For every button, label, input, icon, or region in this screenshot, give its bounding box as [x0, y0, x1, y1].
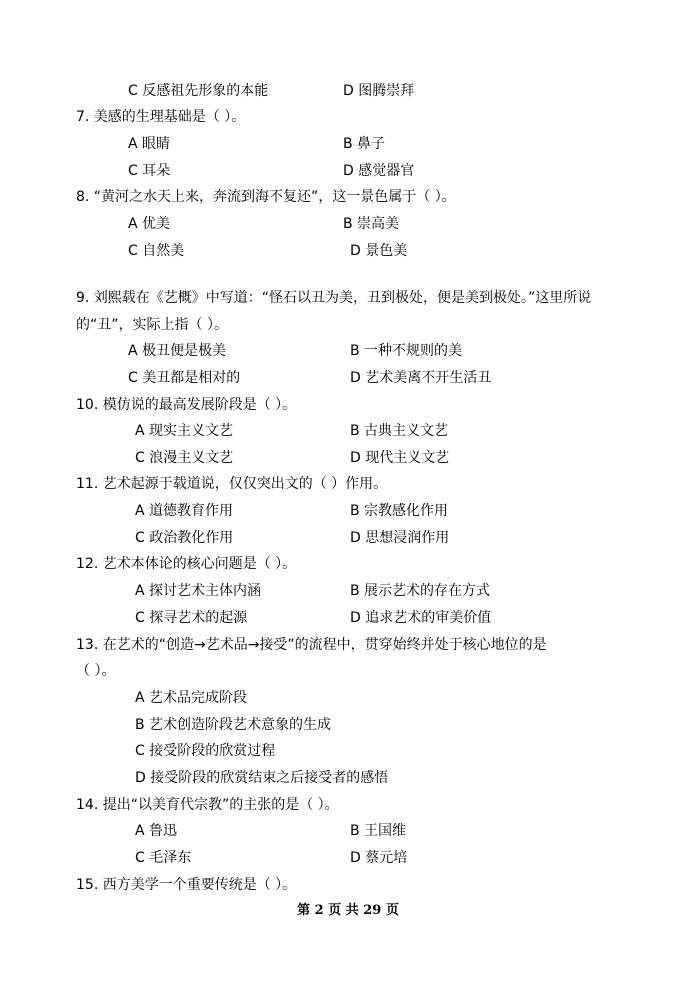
q12-option-a: A 探讨艺术主体内涵	[135, 583, 262, 599]
q12-stem: 12. 艺术本体论的核心问题是（ ）。	[76, 556, 297, 572]
q12-option-d: D 追求艺术的审美价值	[350, 610, 492, 626]
q13-stem-line2: （ ）。	[76, 663, 116, 679]
q8-option-a: A 优美	[128, 216, 171, 232]
q14-option-c: C 毛泽东	[135, 850, 192, 866]
q9-option-a: A 极丑便是极美	[128, 343, 227, 359]
q9-stem-line2: 的“丑”，实际上指（ ）。	[76, 317, 228, 333]
q14-option-a: A 鲁迅	[135, 823, 178, 839]
q14-stem: 14. 提出“以美育代宗教”的主张的是（ ）。	[76, 797, 339, 813]
q13-option-d: D 接受阶段的欣赏结束之后接受者的感悟	[135, 770, 389, 786]
page-footer: 第 2 页 共 29 页	[297, 903, 399, 918]
q7-option-d: D 感觉器官	[343, 163, 415, 179]
q7-option-b: B 鼻子	[343, 136, 386, 152]
q8-stem: 8. “黄河之水天上来，奔流到海不复还”，这一景色属于（ ）。	[76, 189, 456, 205]
q13-option-c: C 接受阶段的欣赏过程	[135, 743, 276, 759]
q13-option-a: A 艺术品完成阶段	[135, 690, 248, 706]
q8-option-c: C 自然美	[128, 243, 185, 259]
q6-option-d: D 图腾崇拜	[343, 83, 415, 99]
q15-stem: 15. 西方美学一个重要传统是（ ）。	[76, 877, 297, 893]
q11-stem: 11. 艺术起源于载道说，仅仅突出文的（ ）作用。	[76, 476, 388, 492]
q10-stem: 10. 模仿说的最高发展阶段是（ ）。	[76, 397, 297, 413]
q7-option-c: C 耳朵	[128, 163, 171, 179]
q8-option-d: D 景色美	[350, 243, 408, 259]
q7-stem: 7. 美感的生理基础是（ ）。	[76, 109, 246, 125]
q10-option-d: D 现代主义文艺	[350, 450, 450, 466]
q11-option-a: A 道德教育作用	[135, 503, 234, 519]
q12-option-b: B 展示艺术的存在方式	[350, 583, 491, 599]
q12-option-c: C 探寻艺术的起源	[135, 610, 248, 626]
q13-stem-line1: 13. 在艺术的“创造→艺术品→接受”的流程中，贯穿始终并处于核心地位的是	[76, 637, 547, 653]
q9-option-b: B 一种不规则的美	[350, 343, 463, 359]
q6-option-c: C 反感祖先形象的本能	[128, 83, 269, 99]
q7-option-a: A 眼睛	[128, 136, 171, 152]
q10-option-b: B 古典主义文艺	[350, 423, 449, 439]
q13-option-b: B 艺术创造阶段艺术意象的生成	[135, 717, 332, 733]
q14-option-d: D 蔡元培	[350, 850, 408, 866]
q9-option-c: C 美丑都是相对的	[128, 370, 241, 386]
q11-option-c: C 政治教化作用	[135, 530, 234, 546]
q14-option-b: B 王国维	[350, 823, 407, 839]
q10-option-c: C 浪漫主义文艺	[135, 450, 234, 466]
q8-option-b: B 崇高美	[343, 216, 400, 232]
q10-option-a: A 现实主义文艺	[135, 423, 234, 439]
q9-stem-line1: 9. 刘熙载在《艺概》中写道：“怪石以丑为美，丑到极处，便是美到极处。”这里所说	[76, 290, 592, 306]
q11-option-d: D 思想浸润作用	[350, 530, 450, 546]
q11-option-b: B 宗教感化作用	[350, 503, 449, 519]
q9-option-d: D 艺术美离不开生活丑	[350, 370, 492, 386]
